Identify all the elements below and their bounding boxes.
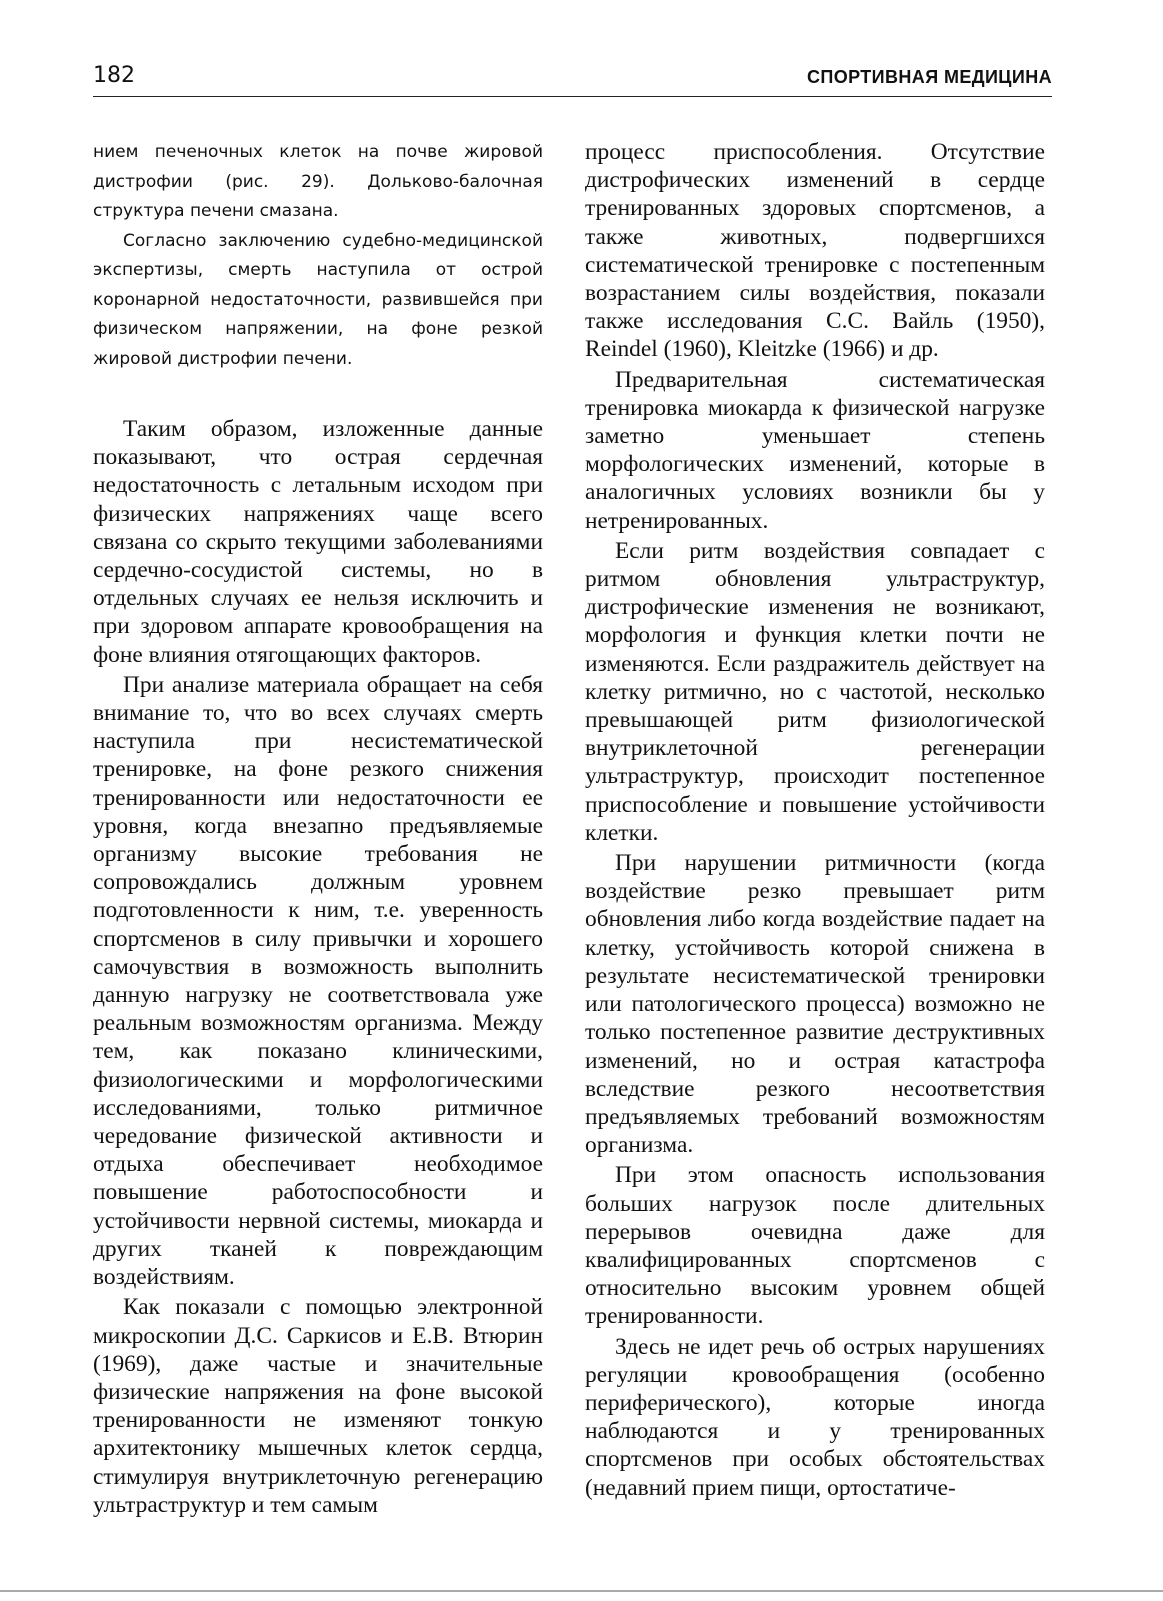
page-header [93, 62, 1052, 97]
continued-paragraph: процесс приспособления. Отсутствие дистрофических изменений в сердце тренированных здоровых спортсменов, а также животных, подвергшихся систематической тренировке с постепенным возрастанием силы воздействия, показали также исследования С.С. Вайль (1950), Reindel (1960), Kleitzke (1966) и др. [585, 139, 1045, 363]
page-bottom-edge [0, 1590, 1163, 1592]
body-paragraph: При анализе материала обращает на себя внимание то, что во всех случаях смерть наступила при несистематической тренировке, на фоне резкого снижения тренированности или недостаточности ее уровня, когда внезапно предъявляемые организму высокие требования не сопровождались должным уровнем подготовленности к ним, т.е. уверенность спортсменов в силу привычки и хорошего самочувствия в возможность выполнить данную нагрузку не соответствовала уже реальным возможностям организма. Между тем, как показано клиническими, физиологическими и морфологическими исследованиями, только ритмичное чередование физической активности и отдыха обеспечивает необходимое повышение работоспособности и устойчивости нервной системы, миокарда и других тканей к повреждающим воздействиям. [93, 671, 543, 1291]
case-note [93, 138, 543, 374]
right-column [585, 138, 1045, 1504]
body-paragraph: При этом опасность использования больших нагрузок после длительных перерывов очевидна даже для квалифицированных спортсменов с относительно высоким уровнем общей тренированности. [585, 1162, 1045, 1330]
body-paragraph: Таким образом, изложенные данные показывают, что острая сердечная недостаточность с летальным исходом при физических напряжениях чаще всего связана со скрыто текущими заболеваниями сердечно-сосудистой системы, но в отдельных случаях ее нельзя исключить и при здоровом аппарате кровообращения на фоне влияния отягощающих факторов. [93, 416, 543, 668]
page-number: 182 [93, 63, 135, 88]
body-paragraph: Как показали с помощью электронной микроскопии Д.С. Саркисов и Е.В. Втюрин (1969), даже частые и значительные физические напряжения на фоне высокой тренированности не изменяют тонкую архитектонику мышечных клеток сердца, стимулируя внутриклеточную регенерацию ультраструктур и тем самым [93, 1294, 543, 1518]
body-paragraph: При нарушении ритмичности (когда воздействие резко превышает ритм обновления либо когда воздействие падает на клетку, устойчивость которой снижена в результате несистематической тренировки или патологического процесса) возможно не только постепенное развитие деструктивных изменений, но и острая катастрофа вследствие резкого несоответствия предъявляемых требований возможностям организма. [585, 850, 1045, 1159]
case-note-paragraph: Согласно заключению судебно-медицинской экспертизы, смерть наступила от острой коронарной недостаточности, развившейся при физическом напряжении, на фоне резкой жировой дистрофии печени. [93, 230, 543, 369]
running-title: СПОРТИВНАЯ МЕДИЦИНА [806, 67, 1052, 87]
body-paragraph: Предварительная систематическая тренировка миокарда к физической нагрузке заметно уменьшает степень морфологических изменений, которые в аналогичных условиях возникли бы у нетренированных. [585, 366, 1045, 534]
body-paragraph: Если ритм воздействия совпадает с ритмом обновления ультраструктур, дистрофические изменения не возникают, морфология и функция клетки почти не изменяются. Если раздражитель действует на клетку ритмично, но с частотой, несколько превышающей ритм физиологической внутриклеточной регенерации ультраструктур, происходит постепенное приспособление и повышение устойчивости клетки. [585, 537, 1045, 846]
left-body-text [93, 415, 543, 1519]
case-note-paragraph: нием печеночных клеток на почве жировой дистрофии (рис. 29). Дольково-балочная структура печени смазана. [93, 142, 543, 221]
left-column [93, 138, 543, 1521]
body-paragraph: Здесь не идет речь об острых нарушениях регуляции кровообращения (особенно периферического), которые иногда наблюдаются и у тренированных спортсменов при особых обстоятельствах (недавний прием пищи, ортостатиче- [585, 1333, 1045, 1501]
